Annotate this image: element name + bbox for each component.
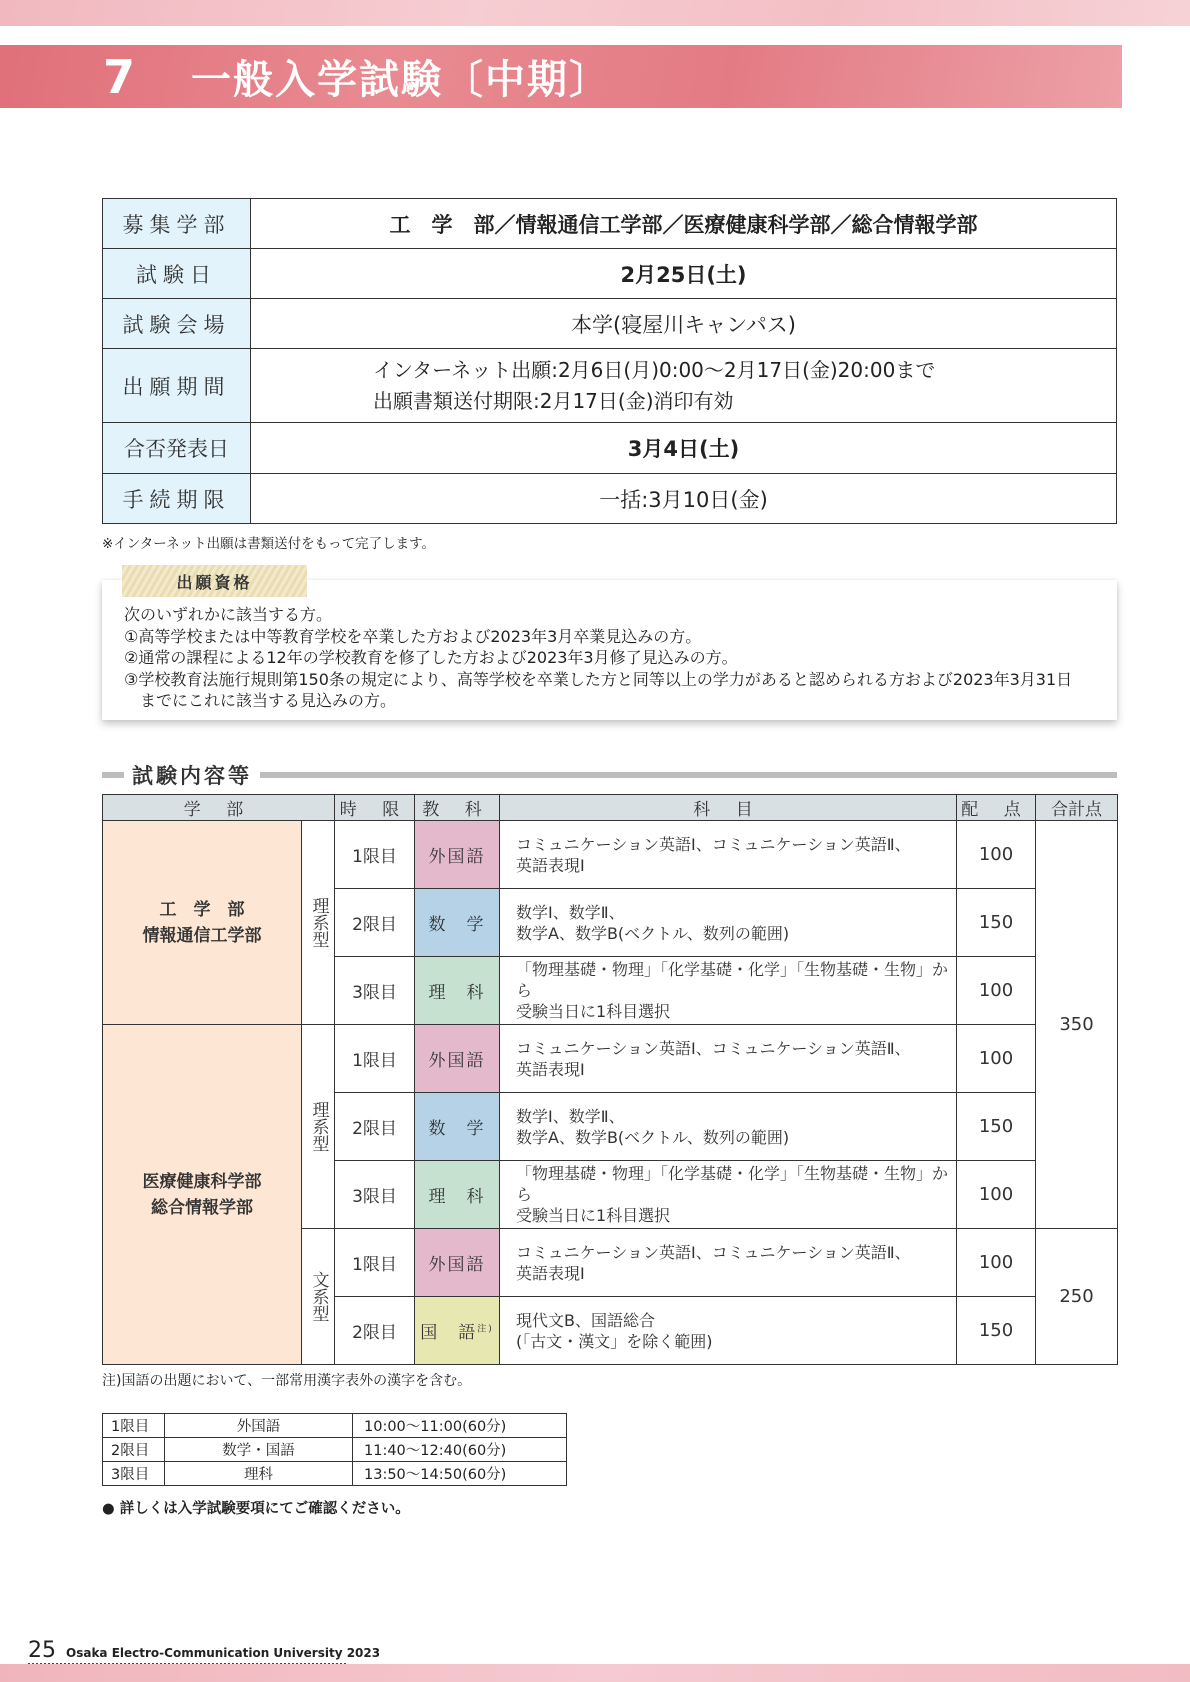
info-label: 試験会場 (103, 299, 251, 349)
header-period: 時 限 (335, 795, 415, 821)
period-cell: 1限目 (335, 1229, 415, 1297)
detail-line: 数学A、数学B(ベクトル、数列の範囲) (516, 923, 790, 943)
info-value-line: 出願書類送付期限:2月17日(金)消印有効 (373, 388, 734, 413)
department-name: 工 学 部 (159, 899, 245, 920)
info-label: 募集学部 (103, 199, 251, 249)
qualification-tag: 出願資格 (122, 565, 307, 597)
page-number: 25 (28, 1638, 56, 1663)
bottom-decorative-band (0, 1664, 1190, 1682)
subject-cell: 外国語 (415, 821, 500, 889)
department-cell (103, 821, 302, 1025)
info-label: 手続期限 (103, 474, 251, 524)
total-cell: 250 (1036, 1229, 1118, 1365)
page-title: 一般入学試験〔中期〕 (191, 57, 611, 103)
detail-line: 数学A、数学B(ベクトル、数列の範囲) (516, 1127, 790, 1147)
qualification-line: までにこれに該当する見込みの方。 (140, 691, 397, 710)
info-table (102, 198, 1117, 524)
department-name: 情報通信工学部 (142, 925, 262, 946)
points-cell: 100 (957, 1161, 1036, 1229)
total-cell: 350 (1036, 821, 1118, 1229)
header-department: 学 部 (103, 795, 335, 821)
detail-line: コミュニケーション英語Ⅰ、コミュニケーション英語Ⅱ、 (516, 834, 911, 854)
info-label: 出願期間 (103, 349, 251, 423)
header-points: 配 点 (957, 795, 1036, 821)
qualification-line: 次のいずれかに該当する方。 (124, 605, 333, 624)
exam-type-label: 文系型 (308, 1271, 329, 1322)
detail-line: コミュニケーション英語Ⅰ、コミュニケーション英語Ⅱ、 (516, 1038, 911, 1058)
schedule-period: 3限目 (103, 1462, 165, 1486)
schedule-time: 13:50〜14:50(60分) (353, 1462, 567, 1486)
japanese-exam-note: 注)国語の出題において、一部常用漢字表外の漢字を含む。 (102, 1373, 472, 1389)
schedule-period: 2限目 (103, 1438, 165, 1462)
period-cell: 1限目 (335, 821, 415, 889)
table-row (103, 821, 1118, 889)
heading-rule-left (102, 772, 124, 778)
department-name: 総合情報学部 (151, 1197, 253, 1218)
info-row-result-date (103, 423, 1117, 474)
detail-line: 数学Ⅰ、数学Ⅱ、 (516, 1106, 625, 1126)
subject-cell (415, 1297, 500, 1365)
schedule-subject: 理科 (165, 1462, 353, 1486)
exam-content-table (102, 794, 1118, 1365)
points-cell: 100 (957, 1025, 1036, 1093)
info-row-procedure-deadline (103, 474, 1117, 524)
detail-line: 数学Ⅰ、数学Ⅱ、 (516, 902, 625, 922)
schedule-subject: 数学・国語 (165, 1438, 353, 1462)
header-subject: 教 科 (415, 795, 500, 821)
heading-rule-right (260, 772, 1117, 778)
points-cell: 100 (957, 957, 1036, 1025)
points-cell: 100 (957, 1229, 1036, 1297)
subject-cell: 数 学 (415, 889, 500, 957)
detail-cell (500, 957, 957, 1025)
detail-line: (「古文・漢文」を除く範囲) (516, 1331, 713, 1351)
schedule-row (103, 1438, 567, 1462)
exam-section-heading (102, 760, 1117, 790)
schedule-period: 1限目 (103, 1414, 165, 1438)
schedule-row (103, 1414, 567, 1438)
qualification-text (124, 604, 1072, 712)
detail-line: 「物理基礎・物理」「化学基礎・化学」「生物基礎・生物」から (516, 1164, 949, 1204)
detail-cell (500, 1093, 957, 1161)
schedule-time: 10:00〜11:00(60分) (353, 1414, 567, 1438)
schedule-table (102, 1413, 567, 1486)
points-cell: 150 (957, 889, 1036, 957)
exam-type-cell (302, 821, 335, 1025)
internet-application-note: ※インターネット出願は書類送付をもって完了します。 (102, 536, 436, 552)
department-name: 医療健康科学部 (142, 1171, 262, 1192)
info-value (251, 349, 1117, 423)
schedule-subject: 外国語 (165, 1414, 353, 1438)
header-total: 合計点 (1036, 795, 1118, 821)
info-label: 試験日 (103, 249, 251, 299)
info-row-exam-date (103, 249, 1117, 299)
detail-line: 受験当日に1科目選択 (516, 1002, 671, 1021)
exam-section-title: 試験内容等 (132, 764, 252, 788)
see-guidelines-note: ● 詳しくは入学試験要項にてご確認ください。 (102, 1501, 410, 1517)
period-cell: 2限目 (335, 889, 415, 957)
qualification-line: ③学校教育法施行規則第150条の規定により、高等学校を卒業した方と同等以上の学力があると認められる方および2023年3月31日 (124, 669, 1073, 689)
points-cell: 150 (957, 1093, 1036, 1161)
detail-cell (500, 889, 957, 957)
subject-cell: 理 科 (415, 1161, 500, 1229)
detail-cell (500, 1229, 957, 1297)
exam-type-label: 理系型 (308, 1101, 329, 1152)
detail-line: コミュニケーション英語Ⅰ、コミュニケーション英語Ⅱ、 (516, 1242, 911, 1262)
top-decorative-band (0, 0, 1190, 26)
points-cell: 150 (957, 1297, 1036, 1365)
info-value: 一括:3月10日(金) (251, 474, 1117, 524)
detail-cell (500, 1025, 957, 1093)
info-row-application-period (103, 349, 1117, 423)
exam-type-cell (302, 1025, 335, 1229)
exam-table-header (103, 795, 1118, 821)
detail-line: 英語表現Ⅰ (516, 855, 585, 875)
table-row (103, 1025, 1118, 1093)
period-cell: 3限目 (335, 1161, 415, 1229)
info-value: 2月25日(土) (251, 249, 1117, 299)
detail-line: 現代文B、国語総合 (516, 1310, 655, 1330)
subject-cell: 数 学 (415, 1093, 500, 1161)
header-detail: 科 目 (500, 795, 957, 821)
info-value: 本学(寝屋川キャンパス) (251, 299, 1117, 349)
info-value: 3月4日(土) (251, 423, 1117, 474)
info-value-line: インターネット出願:2月6日(月)0:00〜2月17日(金)20:00まで (373, 357, 936, 382)
subject-cell: 外国語 (415, 1229, 500, 1297)
department-cell (103, 1025, 302, 1365)
exam-type-cell (302, 1229, 335, 1365)
period-cell: 1限目 (335, 1025, 415, 1093)
subject-label: 国 語 (420, 1323, 478, 1343)
schedule-row (103, 1462, 567, 1486)
qualification-line: ②通常の課程による12年の学校教育を修了した方および2023年3月修了見込みの方。 (124, 648, 738, 667)
exam-type-label: 理系型 (308, 897, 329, 948)
detail-line: 英語表現Ⅰ (516, 1059, 585, 1079)
schedule-time: 11:40〜12:40(60分) (353, 1438, 567, 1462)
subject-cell: 理 科 (415, 957, 500, 1025)
detail-line: 「物理基礎・物理」「化学基礎・化学」「生物基礎・生物」から (516, 960, 949, 1000)
page-footer (28, 1638, 380, 1663)
qualification-line: ①高等学校または中等教育学校を卒業した方および2023年3月卒業見込みの方。 (124, 626, 702, 646)
points-cell: 100 (957, 821, 1036, 889)
detail-cell (500, 1297, 957, 1365)
university-name: Osaka Electro-Communication University 2023 (66, 1646, 381, 1660)
period-cell: 3限目 (335, 957, 415, 1025)
info-value: 工 学 部／情報通信工学部／医療健康科学部／総合情報学部 (251, 199, 1117, 249)
section-number: 7 (103, 49, 136, 104)
info-label: 合否発表日 (103, 423, 251, 474)
info-row-venue (103, 299, 1117, 349)
period-cell: 2限目 (335, 1093, 415, 1161)
detail-cell (500, 1161, 957, 1229)
period-cell: 2限目 (335, 1297, 415, 1365)
detail-line: 受験当日に1科目選択 (516, 1206, 671, 1225)
footnote-marker: 注) (477, 1324, 494, 1335)
detail-line: 英語表現Ⅰ (516, 1263, 585, 1283)
info-row-departments (103, 199, 1117, 249)
detail-cell (500, 821, 957, 889)
title-banner (0, 45, 1122, 108)
subject-cell: 外国語 (415, 1025, 500, 1093)
